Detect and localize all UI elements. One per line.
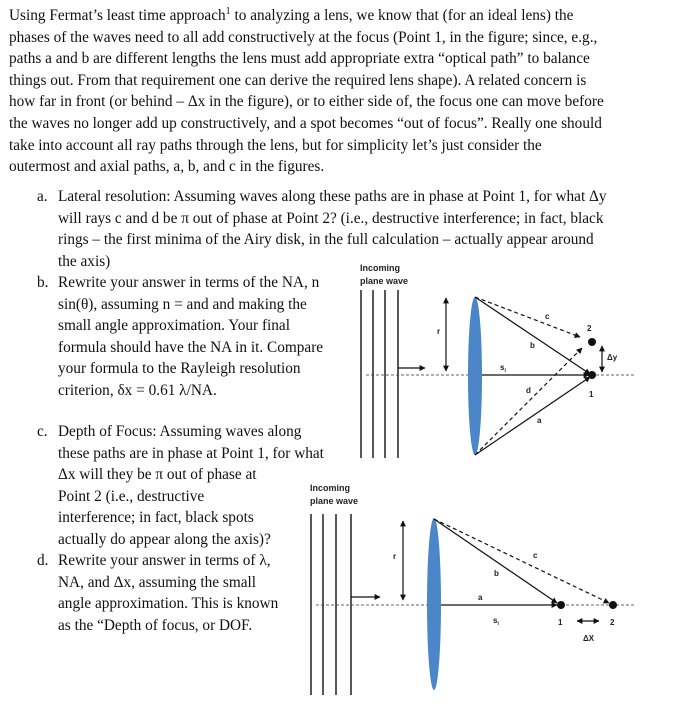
lens bbox=[468, 297, 482, 455]
intro-line: how far in front (or behind – Δx in the figure), or to either side of, the focus one can move before bbox=[9, 93, 604, 111]
intro-line: paths a and b are different lengths the lens must add appropriate extra “optical path” to balance bbox=[9, 50, 590, 68]
plane-wave-fronts bbox=[311, 514, 351, 695]
item-line: these paths are in phase at Point 1, for what bbox=[58, 444, 324, 462]
intro-line: the waves no longer add up constructively, and a spot becomes “out of focus”. Really one should bbox=[9, 114, 602, 132]
label-delta-x: ΔX bbox=[583, 634, 595, 643]
label-c: c bbox=[533, 551, 538, 560]
ray-d bbox=[475, 348, 582, 455]
item-line: actually do appear along the axis)? bbox=[58, 530, 271, 548]
depth-of-focus-figure bbox=[310, 483, 634, 695]
point-1 bbox=[557, 601, 565, 609]
label-point-1: 1 bbox=[558, 618, 563, 627]
label-delta-y: Δy bbox=[607, 353, 618, 362]
intro-line: phases of the waves need to all add constructively at the focus (Point 1, in the figure; since, e.g., bbox=[9, 28, 598, 46]
item-line: interference; in fact, black spots bbox=[58, 509, 254, 527]
item-b-marker: b. bbox=[37, 274, 49, 291]
item-line: NA, and Δx, assuming the small bbox=[58, 573, 257, 591]
item-line: Depth of Focus: Assuming waves along bbox=[58, 423, 302, 440]
item-line: as the “Depth of focus, or DOF. bbox=[58, 616, 253, 634]
figure-title: plane wave bbox=[310, 496, 359, 506]
figure-title: plane wave bbox=[360, 276, 409, 286]
item-line: Lateral resolution: Assuming waves along these paths are in phase at Point 1, for what Δy bbox=[58, 188, 607, 205]
label-si: $s_i$ bbox=[493, 616, 499, 627]
ray-c bbox=[434, 519, 609, 603]
label-b: b bbox=[530, 341, 535, 350]
label-r: r bbox=[393, 552, 397, 561]
label-c: c bbox=[545, 312, 550, 321]
intro-line: things out. From that requirement one can derive the required lens shape). A related concern is bbox=[9, 71, 587, 89]
item-line: will rays c and d be π out of phase at Point 2? (i.e., destructive interference; in fact, black bbox=[58, 209, 604, 227]
item-line: Rewrite your answer in terms of λ, bbox=[58, 552, 271, 569]
label-a: a bbox=[478, 593, 483, 602]
intro-line: take into account all ray paths through the lens, but for simplicity let’s just consider the bbox=[9, 136, 542, 154]
item-c-marker: c. bbox=[37, 423, 48, 440]
item-line: formula should have the NA in it. Compare bbox=[58, 338, 324, 356]
item-line: rings – the first minima of the Airy disk, in the full calculation – actually appear around bbox=[58, 231, 594, 249]
label-point-2: 2 bbox=[587, 324, 592, 333]
intro-line: outermost and axial paths, a, b, and c in the figures. bbox=[9, 158, 325, 176]
label-point-2: 2 bbox=[610, 618, 615, 627]
label-si: $s_i$ bbox=[500, 363, 506, 374]
ray-c bbox=[475, 297, 580, 337]
ray-a bbox=[475, 377, 590, 455]
label-b: b bbox=[494, 569, 499, 578]
item-line: the axis) bbox=[58, 252, 111, 270]
label-d: d bbox=[526, 386, 531, 395]
label-a: a bbox=[537, 416, 542, 425]
label-r: r bbox=[437, 327, 441, 336]
item-line: Point 2 (i.e., destructive bbox=[58, 487, 205, 505]
item-line: small angle approximation. Your final bbox=[58, 317, 290, 335]
item-line: Rewrite your answer in terms of the NA, n bbox=[58, 274, 320, 291]
footnote-mark: 1 bbox=[225, 5, 231, 17]
lens bbox=[427, 518, 441, 690]
item-line: angle approximation. This is known bbox=[58, 595, 279, 613]
item-line: your formula to the Rayleigh resolution bbox=[58, 360, 301, 378]
item-a-marker: a. bbox=[37, 188, 48, 205]
plane-wave-fronts bbox=[361, 290, 398, 458]
figure-title: Incoming bbox=[310, 483, 350, 493]
item-line: criterion, δx = 0.61 λ/NA. bbox=[58, 381, 217, 399]
lateral-resolution-figure bbox=[360, 263, 636, 458]
ray-b bbox=[475, 297, 590, 374]
figure-title: Incoming bbox=[360, 263, 400, 273]
point-2 bbox=[588, 338, 596, 346]
intro-line: Using Fermat’s least time approach bbox=[9, 7, 226, 24]
ray-b bbox=[434, 519, 557, 603]
point-1 bbox=[588, 371, 596, 379]
label-point-1: 1 bbox=[589, 390, 594, 399]
intro-line: to analyzing a lens, we know that (for an ideal lens) the bbox=[230, 7, 574, 24]
item-line: sin(θ), assuming n = and and making the bbox=[58, 295, 307, 313]
item-d-marker: d. bbox=[37, 552, 49, 569]
item-line: Δx will they be π out of phase at bbox=[58, 466, 257, 484]
point-2 bbox=[609, 601, 617, 609]
